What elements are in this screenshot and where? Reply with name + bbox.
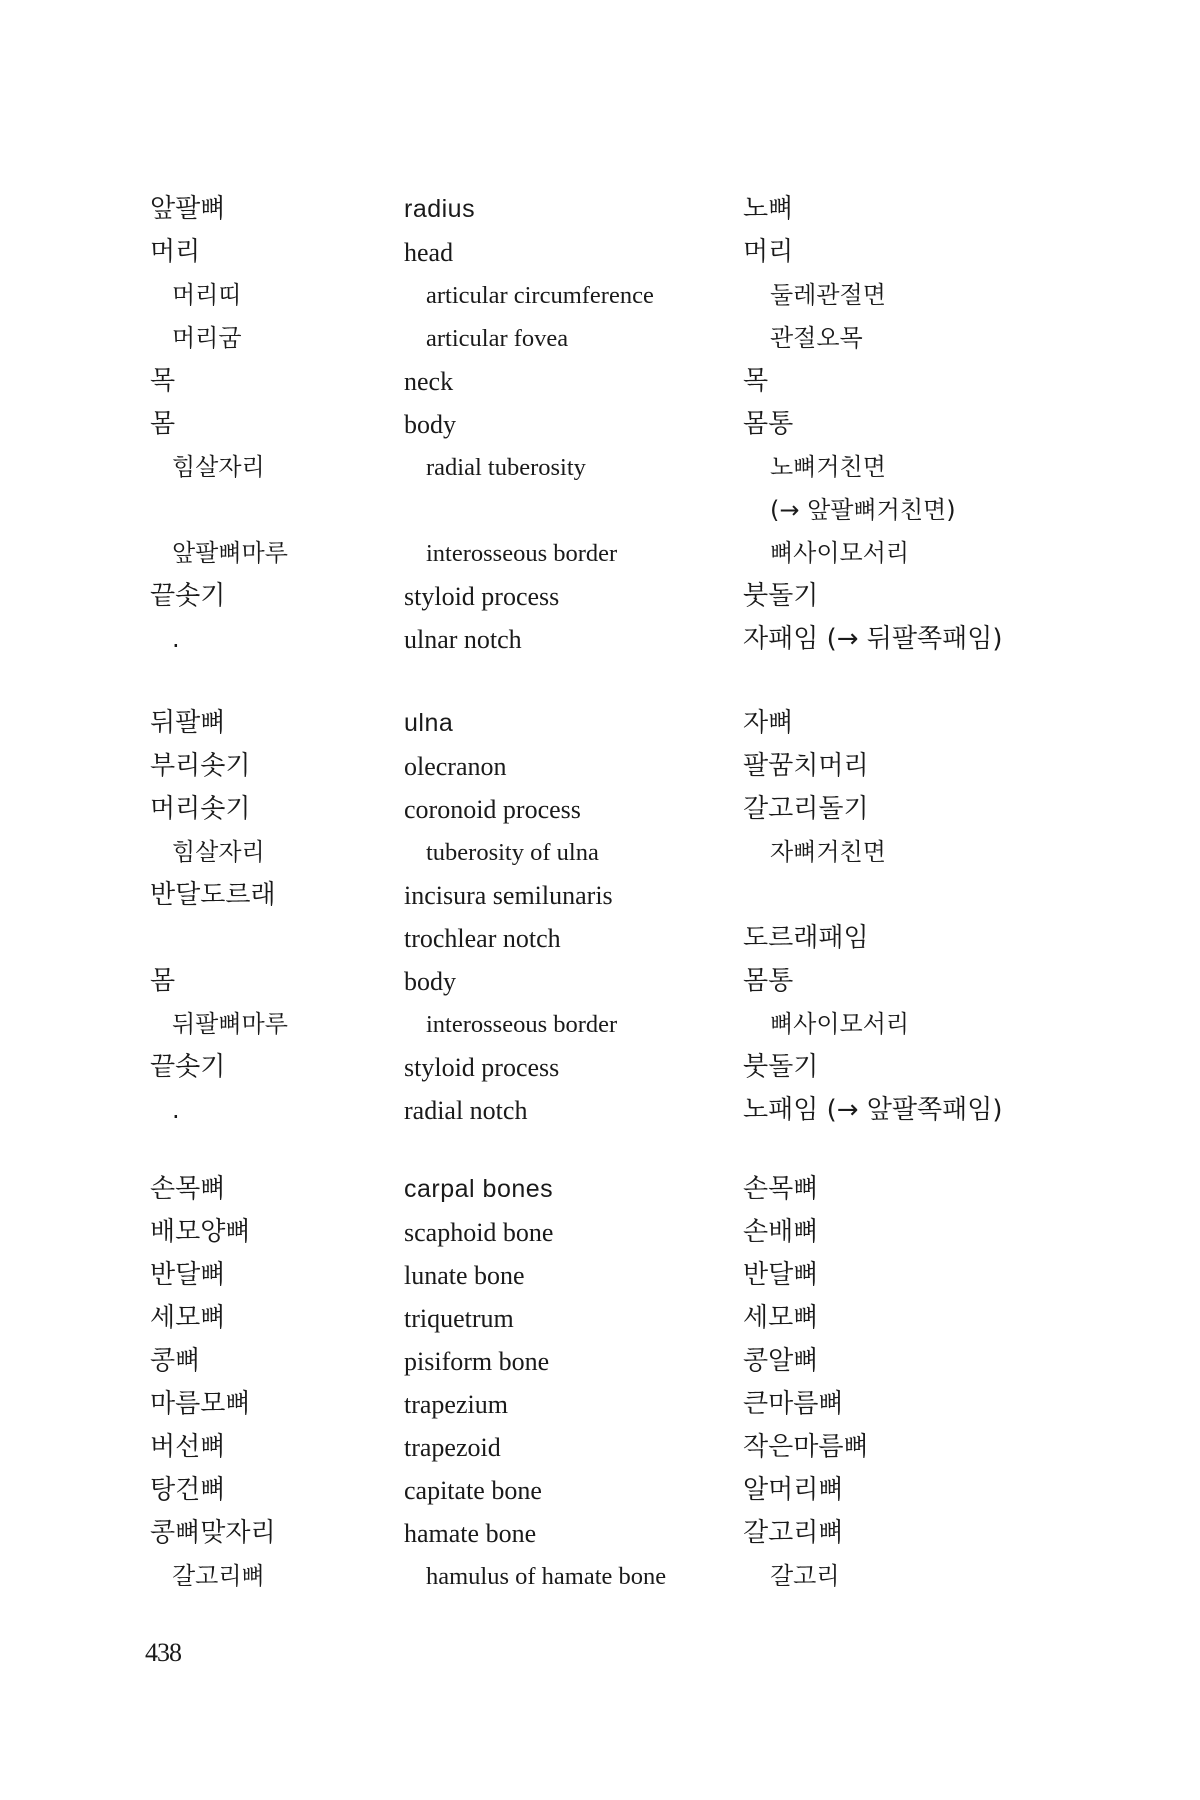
table-row: [0, 618, 1200, 661]
old-korean-term: 갈고리뼈: [172, 1562, 265, 1590]
english-term: styloid process: [404, 582, 560, 611]
old-korean-term: 뒤팔뼈마루: [172, 1010, 288, 1038]
table-row: [0, 1046, 1200, 1089]
new-korean-term: 갈고리뼈: [743, 1518, 844, 1548]
new-korean-term: 손목뼈: [743, 1174, 819, 1204]
old-korean-term: 반달도르래: [150, 880, 276, 910]
english-term: radius: [404, 195, 476, 223]
old-korean-term: 힘살자리: [172, 453, 265, 481]
english-term: interosseous border: [426, 1011, 618, 1038]
old-korean-term: 끝솟기: [150, 1052, 226, 1082]
old-korean-term: 목: [150, 366, 176, 396]
new-korean-term: 붓돌기: [743, 1052, 819, 1082]
english-term: trapezoid: [404, 1433, 501, 1462]
old-korean-term: 머리솟기: [150, 794, 251, 824]
old-korean-term: 마름모뼈: [150, 1389, 251, 1419]
table-row: [0, 831, 1200, 874]
table-row: [0, 317, 1200, 360]
english-term: carpal bones: [404, 1175, 554, 1203]
new-korean-term: 자뼈: [743, 708, 794, 738]
table-row: [0, 1340, 1200, 1383]
new-korean-term: 둘레관절면: [770, 281, 886, 309]
old-korean-term: 콩뼈맞자리: [150, 1518, 276, 1548]
english-term: olecranon: [404, 752, 507, 781]
old-korean-term: 반달뼈: [150, 1260, 226, 1290]
english-term: radial tuberosity: [426, 454, 586, 481]
table-row: [0, 788, 1200, 831]
new-korean-term: 세모뼈: [743, 1303, 819, 1333]
table-row: [0, 1426, 1200, 1469]
table-row: [0, 874, 1200, 917]
old-korean-term: 앞팔뼈: [150, 194, 226, 224]
table-row: [0, 1555, 1200, 1598]
section-radius: [0, 188, 1200, 661]
old-korean-term: 힘살자리: [172, 838, 265, 866]
english-term: styloid process: [404, 1053, 560, 1082]
old-korean-term: 몸: [150, 409, 176, 439]
old-korean-term: 머리굼: [172, 324, 242, 352]
english-term: articular circumference: [426, 282, 654, 309]
new-korean-term: 뼈사이모서리: [770, 1010, 910, 1038]
new-korean-term: 큰마름뼈: [743, 1389, 844, 1419]
english-term: trapezium: [404, 1390, 508, 1419]
table-row: [0, 1089, 1200, 1132]
new-korean-term: 갈고리돌기: [743, 794, 869, 824]
new-korean-term: 노패임 (→ 앞팔쪽패임): [743, 1095, 1003, 1125]
old-korean-term: 몸: [150, 966, 176, 996]
table-row: [0, 489, 1200, 532]
table-row: [0, 403, 1200, 446]
english-term: tuberosity of ulna: [426, 839, 599, 866]
new-korean-term: 노뼈거친면: [770, 453, 886, 481]
english-term: coronoid process: [404, 795, 581, 824]
new-korean-term: 손배뼈: [743, 1217, 819, 1247]
new-korean-term: 관절오목: [770, 324, 863, 352]
new-korean-term: 몸통: [743, 966, 794, 996]
english-term: body: [404, 410, 456, 439]
new-korean-term: 도르래패임: [743, 923, 869, 953]
new-korean-term: 자패임 (→ 뒤팔쪽패임): [743, 624, 1003, 654]
old-korean-term: 앞팔뼈마루: [172, 539, 288, 567]
old-korean-term: 세모뼈: [150, 1303, 226, 1333]
table-row: [0, 360, 1200, 403]
table-row: [0, 702, 1200, 745]
english-term: body: [404, 967, 456, 996]
table-row: [0, 1254, 1200, 1297]
table-row: [0, 231, 1200, 274]
english-term: scaphoid bone: [404, 1218, 554, 1247]
english-term: lunate bone: [404, 1261, 525, 1290]
table-row: [0, 446, 1200, 489]
section-carpal-bones: [0, 1168, 1200, 1598]
new-korean-term: 작은마름뼈: [743, 1432, 869, 1462]
english-term: hamulus of hamate bone: [426, 1563, 667, 1590]
old-korean-term: .: [172, 1096, 180, 1124]
new-korean-term: 반달뼈: [743, 1260, 819, 1290]
table-row: [0, 274, 1200, 317]
new-korean-term: 몸통: [743, 409, 794, 439]
table-row: [0, 1211, 1200, 1254]
old-korean-term: .: [172, 625, 180, 653]
table-row: [0, 1003, 1200, 1046]
page-number: 438: [145, 1638, 181, 1667]
table-row: [0, 1512, 1200, 1555]
new-korean-term: 목: [743, 366, 769, 396]
new-korean-term: 노뼈: [743, 194, 794, 224]
english-term: hamate bone: [404, 1519, 537, 1548]
table-row: [0, 917, 1200, 960]
english-term: interosseous border: [426, 540, 618, 567]
english-term: pisiform bone: [404, 1347, 550, 1376]
old-korean-term: 배모양뼈: [150, 1217, 251, 1247]
old-korean-term: 머리띠: [172, 281, 242, 309]
table-row: [0, 575, 1200, 618]
new-korean-term: 알머리뼈: [743, 1475, 844, 1505]
new-korean-term: 뼈사이모서리: [770, 539, 910, 567]
table-row: [0, 960, 1200, 1003]
old-korean-term: 손목뼈: [150, 1174, 226, 1204]
old-korean-term: 콩뼈: [150, 1346, 201, 1376]
table-row: [0, 532, 1200, 575]
new-korean-term: 머리: [743, 237, 794, 267]
table-row: [0, 1383, 1200, 1426]
new-korean-term: 자뼈거친면: [770, 838, 886, 866]
new-korean-term: 콩알뼈: [743, 1346, 819, 1376]
old-korean-term: 끝솟기: [150, 581, 226, 611]
table-row: [0, 188, 1200, 231]
table-row: [0, 1168, 1200, 1211]
english-term: incisura semilunaris: [404, 881, 613, 910]
english-term: neck: [404, 367, 454, 396]
english-term: ulnar notch: [404, 625, 522, 654]
english-term: ulna: [404, 709, 454, 737]
english-term: articular fovea: [426, 325, 569, 352]
old-korean-term: 버선뼈: [150, 1432, 226, 1462]
new-korean-term: 갈고리: [770, 1562, 840, 1590]
old-korean-term: 뒤팔뼈: [150, 708, 226, 738]
english-term: head: [404, 238, 454, 267]
new-korean-term: 붓돌기: [743, 581, 819, 611]
english-term: radial notch: [404, 1096, 528, 1125]
english-term: triquetrum: [404, 1304, 514, 1333]
english-term: trochlear notch: [404, 924, 561, 953]
old-korean-term: 머리: [150, 237, 201, 267]
table-row: [0, 745, 1200, 788]
english-term: capitate bone: [404, 1476, 542, 1505]
table-row: [0, 1469, 1200, 1512]
new-korean-term: 팔꿈치머리: [743, 751, 869, 781]
old-korean-term: 탕건뼈: [150, 1475, 226, 1505]
section-ulna: [0, 702, 1200, 1132]
old-korean-term: 부리솟기: [150, 751, 251, 781]
new-korean-term-note: (→ 앞팔뼈거친면): [770, 496, 956, 524]
table-row: [0, 1297, 1200, 1340]
